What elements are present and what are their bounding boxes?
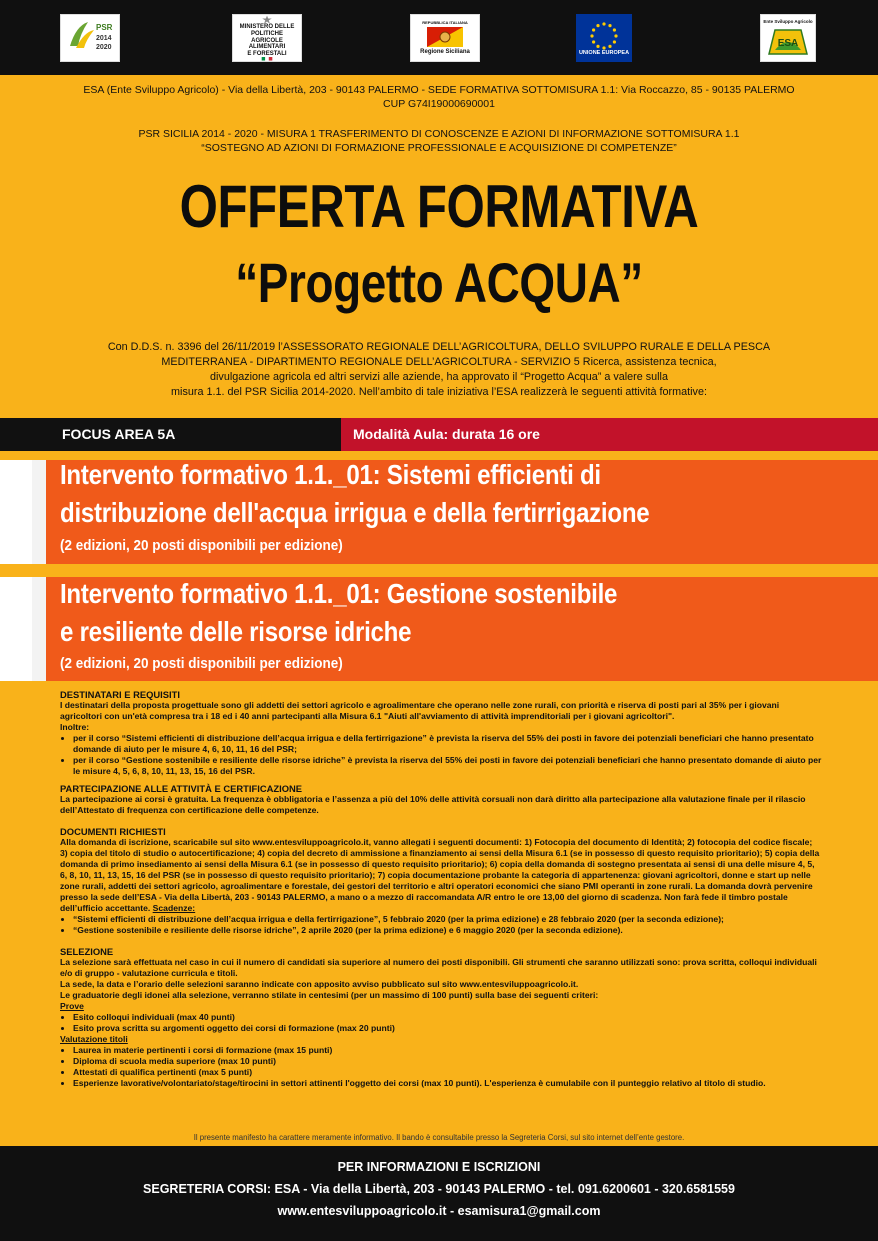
white-accent-bar-inner <box>32 577 46 681</box>
valutazione-label: Valutazione titoli <box>60 1034 128 1044</box>
psr-logo-year1: 2014 <box>96 35 112 42</box>
footer <box>0 1146 878 1241</box>
psr-logo-text: PSR <box>96 23 113 32</box>
white-accent-bar <box>0 577 32 681</box>
ministero-logo <box>232 14 302 62</box>
header-address: ESA (Ente Sviluppo Agricolo) - Via della Libertà, 203 - 90143 PALERMO - SEDE FORMATIVA SOTTOMISURA 1.1: Via Roccazzo, 85 - 90135 PALERMO <box>83 84 795 96</box>
white-accent-bar-inner <box>32 460 46 564</box>
regione-logo-line1: REPUBBLICA ITALIANA <box>422 19 468 25</box>
titoli-item: • Esperienze lavorative/volontariato/stage/tirocini in settori attinenti l'oggetto dei corsi (max 10 punti). L'esperienza è cumulabile con il punteggio relativo al titolo di studio. <box>73 1078 822 1089</box>
scadenza-item: • “Gestione sostenibile e resiliente delle risorse idriche”, 2 aprile 2020 (per la prima edizione) e 6 maggio 2020 (per la seconda edizione). <box>73 925 822 936</box>
intervento-1-title-line1: Intervento formativo 1.1._01: Sistemi efficienti di <box>60 459 601 490</box>
selezione-paragraph-3: Le graduatorie degli idonei alla selezione, verranno stilate in centesimi (per un massimo di 100 punti) sulla base dei seguenti criteri: <box>60 990 599 1000</box>
intro-line-1: Con D.D.S. n. 3396 del 26/11/2019 l’ASSESSORATO REGIONALE DELL’AGRICOLTURA, DELLO SVILUPPO RURALE E DELLA PESCA <box>107 341 771 353</box>
intervento-1-title-line2: distribuzione dell'acqua irrigua e della fertirrigazione <box>60 497 650 528</box>
selezione-heading: SELEZIONE <box>60 946 114 957</box>
intervento-2-title-line2: e resiliente delle risorse idriche <box>60 616 412 647</box>
eu-logo-label: UNIONE EUROPEA <box>578 49 630 56</box>
italian-flag-icon <box>258 57 276 61</box>
prove-list <box>60 1012 822 1034</box>
body-text <box>60 689 822 1089</box>
modalita-label: Modalità Aula: durata 16 ore <box>353 426 540 442</box>
page-subtitle: “Progetto ACQUA” <box>235 251 643 314</box>
titoli-item: • Diploma di scuola media superiore (max 10 punti) <box>73 1056 822 1067</box>
logo-bar <box>0 0 878 75</box>
destinatari-item: • per il corso “Gestione sostenibile e resiliente delle risorse idriche” è prevista la riserva del 55% dei posti in favore dei potenziali beneficiari che hanno presentato domande di aiuto per le misure 4, 5, 6, 8, 10, 11, 13, 15, 16 del PSR. <box>73 755 822 777</box>
partecipazione-heading: PARTECIPAZIONE ALLE ATTIVITÀ E CERTIFICAZIONE <box>60 783 303 794</box>
scadenze-list <box>60 914 822 936</box>
italian-emblem-icon <box>258 15 276 24</box>
documenti-paragraph <box>60 837 822 914</box>
eu-stars-icon <box>584 20 624 50</box>
titoli-item: • Laurea in materie pertinenti i corsi di formazione (max 15 punti) <box>73 1045 822 1056</box>
disclaimer: Il presente manifesto ha carattere meramente informativo. Il bando è consultabile presso la Segreteria Corsi, sul sito internet dell’ente gestore. <box>193 1133 685 1142</box>
intro-line-2: MEDITERRANEA - DIPARTIMENTO REGIONALE DELL’AGRICOLTURA - SERVIZIO 5 Ricerca, assistenza tecnica, <box>161 356 717 368</box>
footer-web-email[interactable]: www.entesviluppoagricolo.it - esamisura1@gmail.com <box>277 1204 601 1218</box>
footer-heading: PER INFORMAZIONI E ISCRIZIONI <box>337 1160 541 1174</box>
intervento-2-title-line1: Intervento formativo 1.1._01: Gestione sostenibile <box>60 578 618 609</box>
psr-logo-year2: 2020 <box>96 44 112 51</box>
footer-contacts: SEGRETERIA CORSI: ESA - Via della Libertà, 203 - 90143 PALERMO - tel. 091.6200601 - 320.6581559 <box>143 1182 735 1196</box>
header-sostegno: “SOSTEGNO AD AZIONI DI FORMAZIONE PROFESSIONALE E ACQUISIZIONE DI COMPETENZE” <box>201 142 677 154</box>
selezione-paragraph-2: La sede, la data e l’orario delle selezioni saranno indicate con apposito avviso pubblicato sul sito www.entesviluppoagricolo.it. <box>60 979 579 989</box>
selezione-paragraph-1: La selezione sarà effettuata nel caso in cui il numero di candidati sia superiore al numero dei posti disponibili. Gli strumenti che saranno utilizzati sono: prova scritta, colloqui individuali e/o di gruppo - valutazione curricula e titoli. <box>60 957 817 978</box>
destinatari-item: • per il corso “Sistemi efficienti di distribuzione dell’acqua irrigua e della fertirrigazione” è prevista la riserva del 55% dei posti in favore dei potenziali beneficiari che hanno presentato domande di aiuto per le misure 4, 6, 10, 11, 16 del PSR; <box>73 733 822 755</box>
intro-line-4: misura 1.1. del PSR Sicilia 2014-2020. Nell’ambito di tale iniziativa l’ESA realizzerà le seguenti attività formative: <box>171 386 707 398</box>
white-accent-bar <box>0 460 32 564</box>
ministero-logo-line2: AGRICOLE ALIMENTARI <box>248 37 286 51</box>
documenti-text: Alla domanda di iscrizione, scaricabile sul sito www.entesviluppoagricolo.it, vanno allegati i seguenti documenti: 1) Fotocopia del documento di Identità; 2) fotocopia del codice fiscale; 3) copia del titolo di studio o autocertificazione; 4) copia del decreto di ammissione a finanziamento ai sensi della Misura 6.1 (se in possesso di questo requisito prioritario); 5) copia della domanda di primo insediamento ai sensi della Misura 6.1 (se in possesso di questo requisito prioritario); 6) copia della domanda di sostegno presentata ai sensi di una delle misure 4, 5, 6, 8, 10, 11, 13, 15, 16 del PSR (se in possesso di questo requisito prioritario); 7) copia documentazione probante la categoria di appartenenza: giovani agricoltori, donne e start up nelle zone rurali, addetti dei settori agricolo, agroalimentare e forestale, dei gestori del territorio e altri operatori economici che siano PMI operanti in zone rurali. La domanda dovrà pervenire presso la sede dell’ESA - Via della Libertà, 203 - 90143 PALERMO, a mano o a mezzo di raccomandata A/R entro le ore 13,00 del giorno di scadenza. Non farà fede il timbro postale dell’ufficio accettante. <box>60 837 820 913</box>
psr-logo-graphic <box>62 16 118 60</box>
focus-area-bar <box>0 418 878 451</box>
regione-logo-line2: Regione Siciliana <box>420 48 470 55</box>
eu-logo <box>576 14 632 62</box>
regione-sicilia-logo <box>410 14 480 62</box>
destinatari-inoltre: Inoltre: <box>60 722 90 732</box>
esa-logo <box>760 14 816 62</box>
destinatari-paragraph: I destinatari della proposta progettuale sono gli addetti dei settori agricolo e agroalimentare che operano nelle zone rurali, con priorità e riserva di posti pari al 35% per i giovani agricoltori con un'età compresa tra i 18 ed i 40 anni partecipanti alla Misura 6.1 "Aiuti all'avviamento di attività imprenditoriali per i giovani agricoltori". <box>60 700 780 721</box>
header-cup: CUP G74I19000690001 <box>383 98 495 110</box>
ministero-logo-line1: MINISTERO DELLE POLITICHE <box>239 24 295 38</box>
psr-logo <box>60 14 120 62</box>
page-title: OFFERTA FORMATIVA <box>179 173 699 240</box>
scadenza-item: • “Sistemi efficienti di distribuzione dell’acqua irrigua e della fertirrigazione”, 5 febbraio 2020 (per la prima edizione) e 28 febbraio 2020 (per la seconda edizione); <box>73 914 822 925</box>
esa-logo-text: ESA <box>777 38 799 50</box>
scadenze-label: Scadenze: <box>152 903 196 913</box>
prove-label: Prove <box>60 1001 84 1011</box>
partecipazione-paragraph: La partecipazione ai corsi è gratuita. La frequenza è obbligatoria e l’assenza a più del 10% delle attività corsuali non darà diritto alla partecipazione alla valutazione finale per il rilascio dell’Attestato di frequenza con certificazione delle competenze. <box>60 794 806 815</box>
intro-line-3: divulgazione agricola ed altri servizi alle aziende, ha approvato il “Progetto Acqua” a valere sulla <box>210 371 668 383</box>
prove-item: • Esito colloqui individuali (max 40 punti) <box>73 1012 822 1023</box>
intervento-1-subtitle: (2 edizioni, 20 posti disponibili per edizione) <box>60 537 343 554</box>
focus-area-label: FOCUS AREA 5A <box>62 426 176 442</box>
intervento-2-subtitle: (2 edizioni, 20 posti disponibili per edizione) <box>60 655 343 672</box>
prove-item: • Esito prova scritta su argomenti oggetto dei corsi di formazione (max 20 punti) <box>73 1023 822 1034</box>
documenti-heading: DOCUMENTI RICHIESTI <box>60 826 166 837</box>
ministero-logo-line3: E FORESTALI <box>247 50 287 57</box>
esa-logo-line1: Ente Sviluppo Agricolo <box>763 18 813 24</box>
header-psr: PSR SICILIA 2014 - 2020 - MISURA 1 TRASFERIMENTO DI CONOSCENZE E AZIONI DI INFORMAZIONE SOTTOMISURA 1.1 <box>138 128 740 140</box>
titoli-item: • Attestati di qualifica pertinenti (max 5 punti) <box>73 1067 822 1078</box>
regione-emblem-icon <box>425 25 465 49</box>
destinatari-heading: DESTINATARI E REQUISITI <box>60 689 180 700</box>
titoli-list <box>60 1045 822 1089</box>
destinatari-list <box>60 733 822 777</box>
modalita-band <box>341 418 878 451</box>
esa-emblem-icon <box>765 24 811 56</box>
